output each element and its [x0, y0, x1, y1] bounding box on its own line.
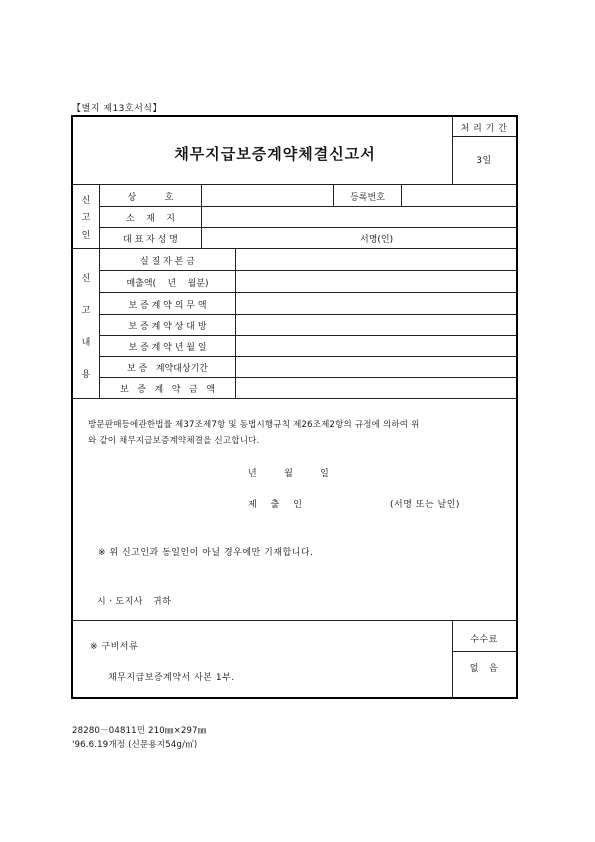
- contract-date-field[interactable]: [236, 337, 515, 355]
- address-label: 소 재 지: [126, 214, 175, 224]
- content-bottom-line: [71, 398, 517, 399]
- reporter-row-line-1: [99, 206, 517, 207]
- address-field[interactable]: [202, 208, 515, 226]
- reporter-bottom-line: [71, 248, 517, 249]
- reporter-char-3: 인: [81, 231, 91, 241]
- fee-value: 없 음: [469, 664, 499, 674]
- attachments-top-line: [71, 620, 517, 621]
- form-title: 채무지급보증계약체결신고서: [174, 145, 376, 163]
- statement-line-2: 와 같이 채무지급보증계약체결을 신고합니다.: [88, 436, 260, 446]
- sign-or-seal-note: (서명 또는 날인): [390, 500, 460, 510]
- form-number: 【별지 제13호서식】: [72, 104, 162, 114]
- content-row-line-6: [99, 377, 517, 378]
- obligation-field[interactable]: [236, 294, 515, 313]
- addressee: 시ㆍ도지사 귀하: [97, 597, 172, 607]
- period-field[interactable]: [236, 358, 515, 376]
- content-label-period: 보 증 계약대상기간: [127, 364, 208, 374]
- trade-name-label: 상 호: [127, 193, 174, 203]
- submitter-label: 제 출 인: [248, 500, 303, 510]
- title-bottom-line: [71, 184, 517, 185]
- content-row-line-1: [99, 270, 517, 271]
- date-line: 년 월 일: [248, 469, 330, 479]
- frame-left: [71, 115, 73, 698]
- content-label-date: 보 증 계 약 년 월 일: [128, 343, 207, 353]
- content-char-4: 용: [81, 370, 91, 380]
- amount-field[interactable]: [236, 379, 515, 397]
- content-label-obligation: 보 증 계 약 의 무 액: [128, 301, 207, 311]
- statement-line-1: 방문판매등에관한법률 제37조제7항 및 동법시행규칙 제26조제2항의 규정에 의하여 위: [88, 420, 420, 430]
- rep-name-label: 대 표 자 성 명: [123, 235, 178, 245]
- trade-name-field[interactable]: [202, 186, 332, 205]
- content-char-2: 고: [81, 306, 91, 316]
- processing-label: 처 리 기 간: [460, 124, 508, 134]
- content-row-line-4: [99, 335, 517, 336]
- content-label-capital: 실 질 자 본 금: [140, 257, 195, 267]
- content-char-3: 내: [81, 338, 91, 348]
- reporter-row-line-2: [99, 227, 517, 228]
- footer-code: 28280－04811민 210㎜×297㎜: [72, 726, 207, 736]
- reg-no-label: 등록번호: [350, 193, 385, 203]
- processing-value: 3일: [476, 156, 492, 166]
- fee-label: 수수료: [470, 635, 498, 645]
- frame-bottom: [71, 697, 518, 699]
- content-row-line-5: [99, 356, 517, 357]
- footer-revision: '96.6.19개정 (신문용지54g/㎡): [72, 740, 198, 750]
- frame-right: [516, 115, 518, 698]
- capital-field[interactable]: [236, 250, 515, 269]
- reporter-char-1: 신: [81, 196, 91, 206]
- content-char-1: 신: [81, 274, 91, 284]
- processing-mid-line: [452, 136, 516, 137]
- fee-mid-line: [452, 651, 516, 652]
- rep-name-field[interactable]: [202, 229, 352, 247]
- reg-no-field[interactable]: [402, 186, 515, 205]
- content-row-line-3: [99, 314, 517, 315]
- attachments-title: ※ 구비서류: [90, 642, 139, 652]
- content-label-counterparty: 보 증 계 약 상 대 방: [128, 322, 207, 332]
- reporter-char-2: 고: [81, 213, 91, 223]
- content-label-amount: 보 증 계 약 금 액: [119, 385, 216, 395]
- attachments-item: 채무지급보증계약서 사본 1부.: [108, 673, 235, 683]
- counterparty-field[interactable]: [236, 316, 515, 334]
- frame-top: [71, 115, 518, 117]
- content-label-sales: 매출액( 년 월분): [126, 279, 209, 289]
- sign-label: 서명(인): [360, 235, 394, 245]
- sales-field[interactable]: [236, 272, 515, 291]
- note-text: ※ 위 신고인과 동일인이 아닐 경우에만 기재합니다.: [98, 548, 314, 558]
- content-row-line-2: [99, 292, 517, 293]
